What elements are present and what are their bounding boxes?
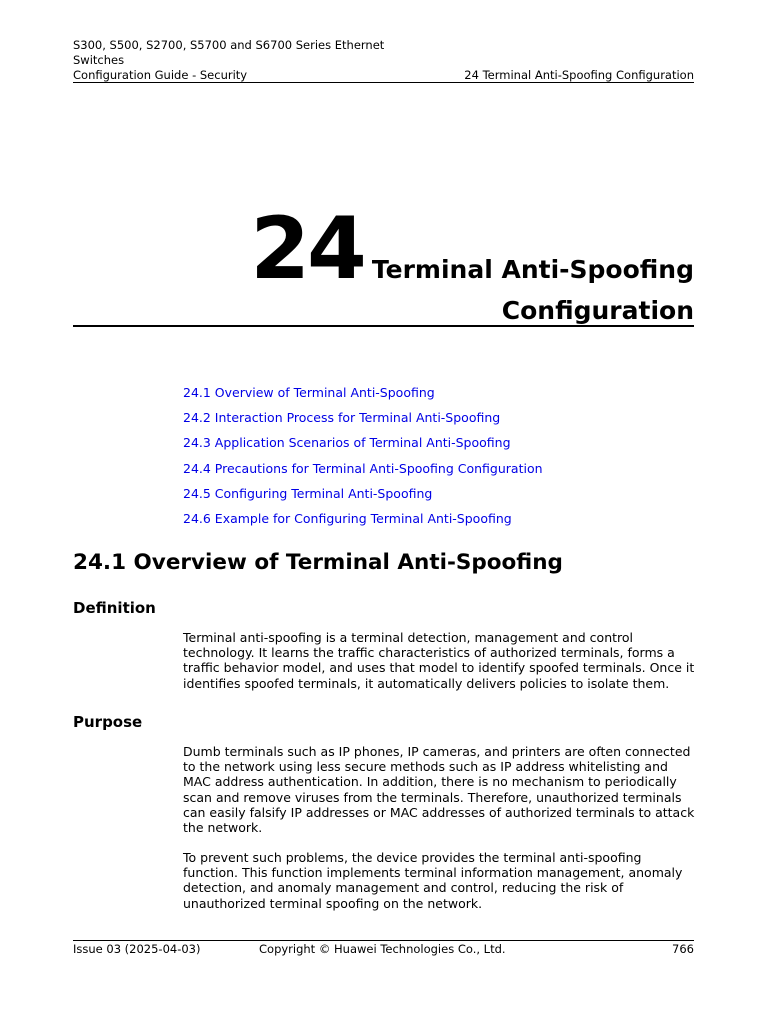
toc-link-24-3[interactable]: 24.3 Application Scenarios of Terminal Anti-Spoofing: [183, 435, 511, 451]
purpose-paragraph-1: Dumb terminals such as IP phones, IP cameras, and printers are often connected to the network using less secure methods such as IP address whitelisting and MAC address authentication. In addition, there is no mechanism to periodically scan and remove viruses from the terminals. Therefore, unauthorized terminals can easily falsify IP addresses or MAC addresses of authorized terminals to attack the network.: [183, 744, 695, 836]
section-heading: 24.1 Overview of Terminal Anti-Spoofing: [73, 550, 563, 575]
chapter-title-line1: Terminal Anti-Spoofing: [371, 255, 694, 284]
footer-copyright: Copyright © Huawei Technologies Co., Ltd.: [259, 942, 506, 956]
toc-link-24-5[interactable]: 24.5 Configuring Terminal Anti-Spoofing: [183, 485, 433, 501]
toc-item: [183, 486, 543, 501]
footer-issue: Issue 03 (2025-04-03): [73, 942, 201, 956]
chapter-divider: [73, 325, 694, 327]
header-product-line2: Switches: [73, 53, 125, 67]
definition-paragraph: Terminal anti-spoofing is a terminal detection, management and control technology. It learns the traffic characteristics of authorized terminals, forms a traffic behavior model, and uses that model to identify spoofed terminals. Once it identifies spoofed terminals, it automatically delivers policies to isolate them.: [183, 630, 695, 691]
chapter-title-block: [73, 199, 694, 325]
header-chapter-title: 24 Terminal Anti-Spoofing Configuration: [464, 68, 694, 82]
toc-link-24-1[interactable]: 24.1 Overview of Terminal Anti-Spoofing: [183, 385, 435, 400]
toc-link-24-4[interactable]: 24.4 Precautions for Terminal Anti-Spoofing Configuration: [183, 460, 543, 476]
toc-link-24-6[interactable]: 24.6 Example for Configuring Terminal Anti-Spoofing: [183, 510, 512, 526]
toc-item: [183, 435, 543, 450]
chapter-number: 24: [250, 199, 364, 299]
chapter-title-line2: Configuration: [501, 296, 694, 325]
toc-link-24-2[interactable]: 24.2 Interaction Process for Terminal Anti-Spoofing: [183, 410, 501, 426]
header-product-line1: S300, S500, S2700, S5700 and S6700 Series Ethernet: [73, 38, 385, 52]
chapter-toc: [183, 385, 543, 536]
header-divider: [73, 82, 694, 83]
header-guide-title: Configuration Guide - Security: [73, 68, 248, 82]
definition-heading: Definition: [73, 599, 156, 617]
toc-item: [183, 385, 543, 400]
purpose-heading: Purpose: [73, 713, 143, 731]
page-header: [73, 38, 694, 83]
footer-page-number: 766: [672, 942, 694, 956]
footer-divider: [73, 940, 694, 941]
toc-item: [183, 461, 543, 476]
toc-item: [183, 410, 543, 425]
purpose-paragraph-2: To prevent such problems, the device provides the terminal anti-spoofing function. This function implements terminal information management, anomaly detection, and anomaly management and control, reducing the risk of unauthorized terminal spoofing on the network.: [183, 850, 683, 911]
toc-item: [183, 511, 543, 526]
